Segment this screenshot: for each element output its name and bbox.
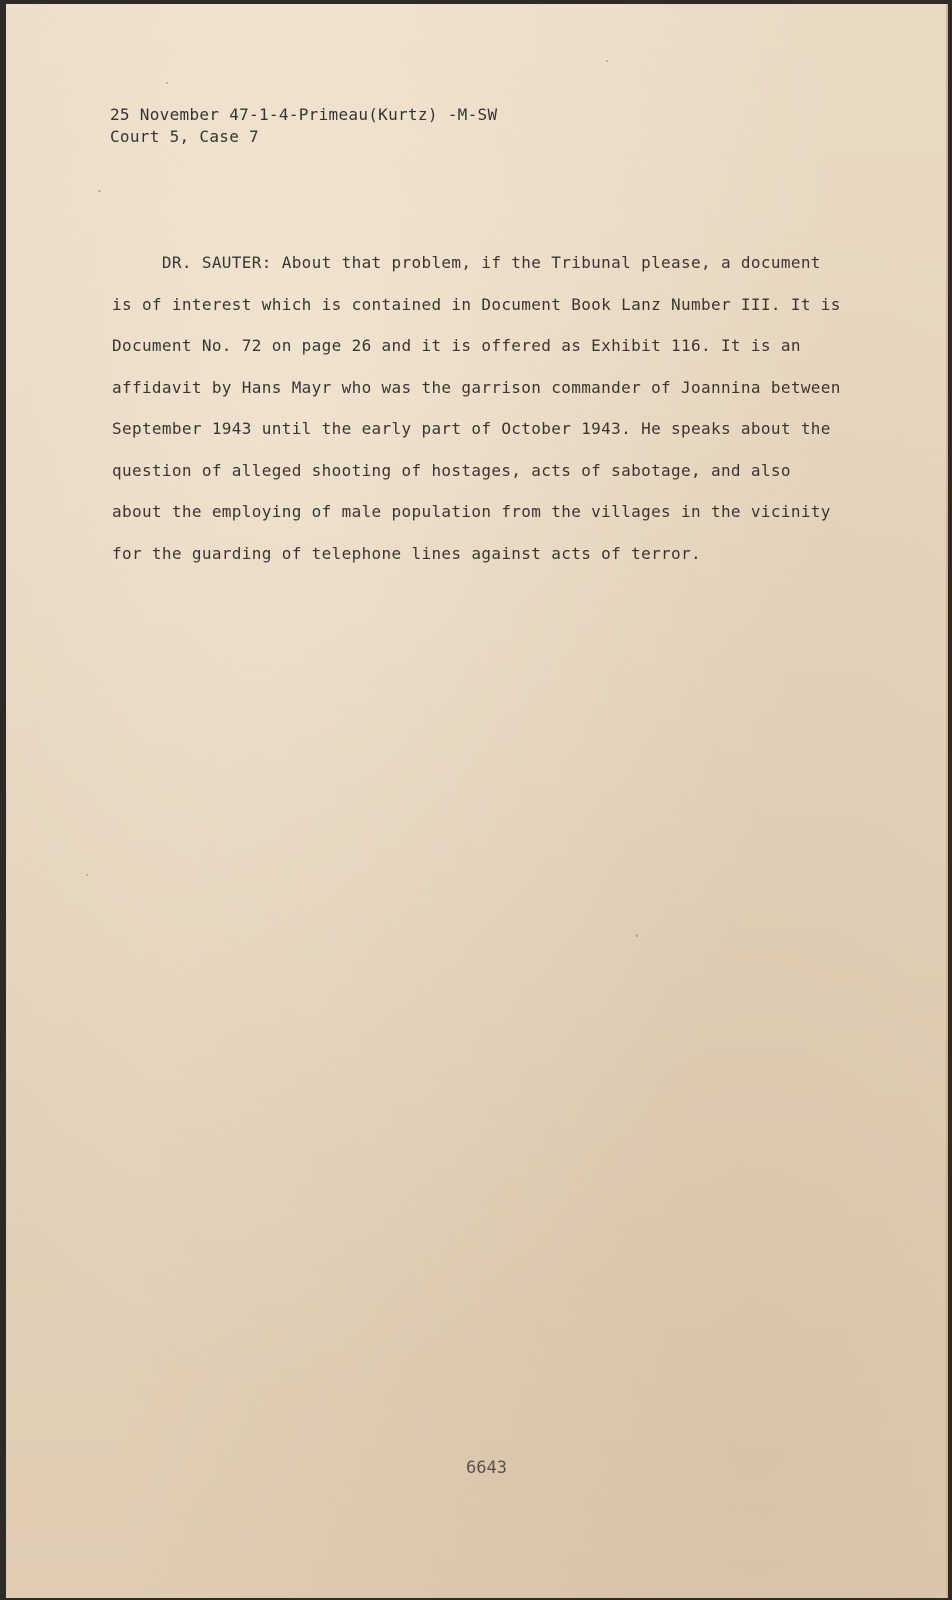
body-line: DR. SAUTER: About that problem, if the Tribunal please, a document (112, 253, 821, 272)
body-line: question of alleged shooting of hostages, acts of sabotage, and also (112, 460, 791, 480)
body-line: for the guarding of telephone lines against acts of terror. (112, 543, 701, 563)
body-line: is of interest which is contained in Document Book Lanz Number III. It is (112, 294, 841, 314)
body-line: September 1943 until the early part of October 1943. He speaks about the (112, 419, 831, 438)
page-number: 6643 (466, 1458, 507, 1478)
document-body (112, 242, 872, 574)
paper-speck (98, 190, 101, 192)
document-page (6, 4, 948, 1598)
paper-speck (636, 934, 638, 937)
body-line: affidavit by Hans Mayr who was the garrison commander of Joannina between (112, 377, 841, 397)
paper-speck (86, 874, 88, 876)
body-line: Document No. 72 on page 26 and it is offered as Exhibit 116. It is an (112, 336, 801, 355)
header-court-line: Court 5, Case 7 (110, 127, 259, 146)
paper-speck (606, 60, 608, 62)
paper-speck (166, 82, 168, 84)
document-header (110, 104, 497, 148)
body-line: about the employing of male population from the villages in the vicinity (112, 502, 831, 521)
header-date-line: 25 November 47-1-4-Primeau(Kurtz) -M-SW (110, 105, 498, 124)
